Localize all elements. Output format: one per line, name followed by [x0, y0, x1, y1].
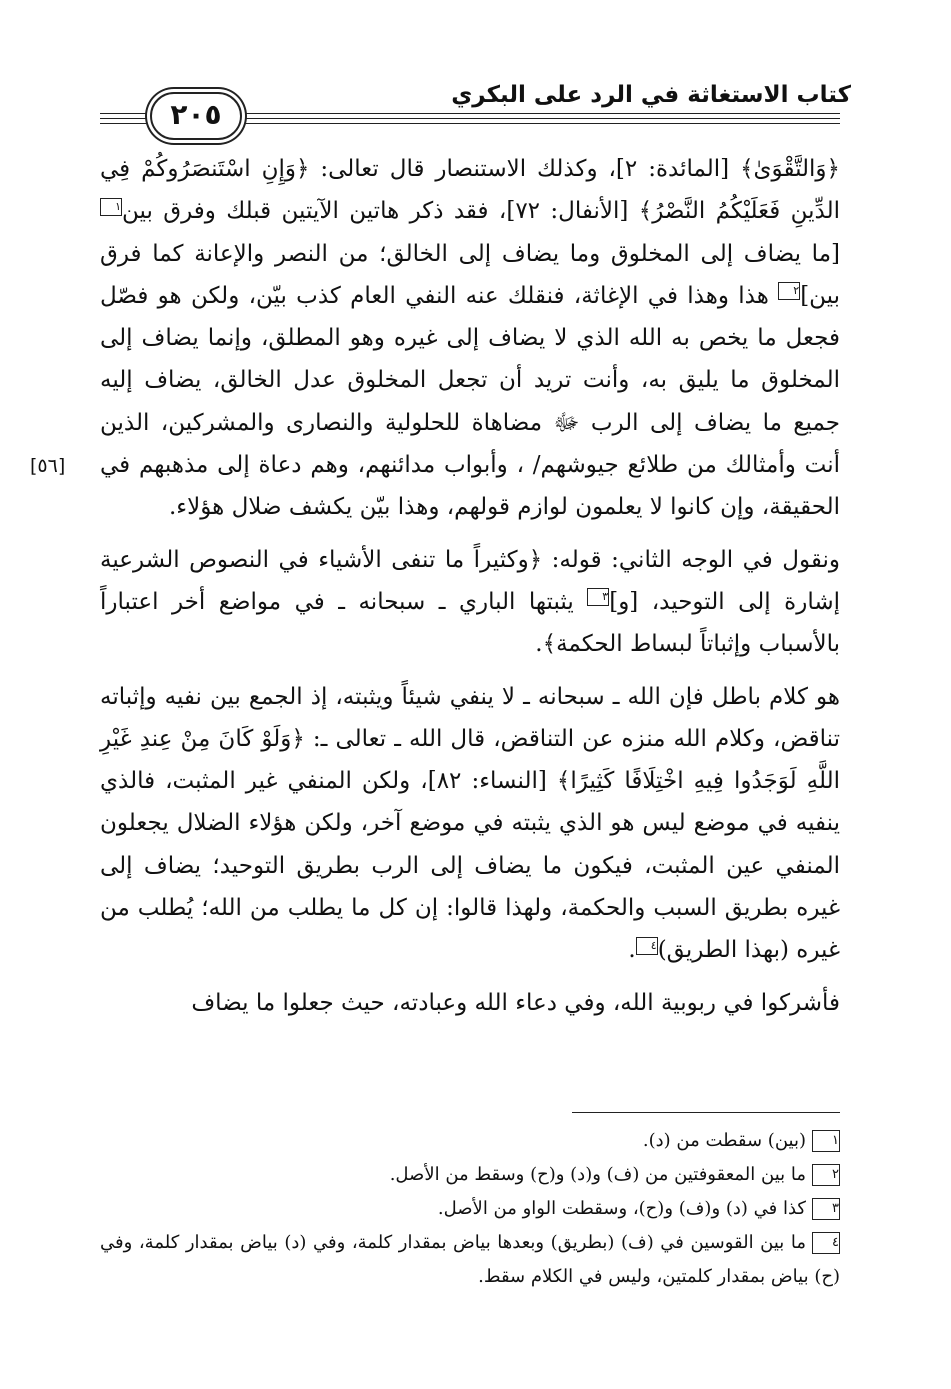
text-segment: ونقول في الوجه الثاني: قوله: ﴿وكثيراً ما تنفى الأشياء في النصوص الشرعية إشارة إلى التوحيد، [و] — [100, 546, 840, 615]
page-header — [0, 0, 951, 140]
paragraph-4 — [100, 982, 840, 1024]
text-segment: ﴿وَالتَّقْوَىٰ﴾ [المائدة: ٢]، وكذلك الاستنصار قال تعالى: ﴿وَإِنِ اسْتَنصَرُوكُمْ فِي الدِّينِ فَعَلَيْكُمُ النَّصْرُ﴾ [الأنفال: ٧٢]، فقد ذكر هاتين الآيتين قبلك وفرق بين — [100, 156, 841, 225]
text-segment: هو كلام باطل فإن الله ـ سبحانه ـ لا ينفي شيئاً ويثبته، إذ الجمع بين نفيه وإثباته تناقض، وكلام الله منزه عن التناقض، قال الله ـ تعالى ـ: ﴿وَلَوْ كَانَ مِنْ عِندِ غَيْرِ اللَّهِ لَوَجَدُوا فِيهِ اخْتِلَافًا كَثِيرًا﴾ [النساء: ٨٢]، ولكن المنفي غير المثبت، فالذي ينفيه في موضع ليس هو الذي يثبته في موضع آخر، ولكن هؤلاء الضلال يجعلون المنفي عين المثبت، فيكون ما يضاف إلى الرب بطريق التوحيد؛ يضاف إلى غيره بطريق السبب والحكمة، ولهذا قالوا: إن كل ما يطلب من الله؛ يُطلب من غيره (بهذا الطريق) — [100, 683, 841, 964]
paragraph-2 — [100, 539, 840, 666]
page-number-badge — [150, 92, 242, 140]
text-segment: يثبتها الباري ـ سبحانه ـ في مواضع أخر اعتباراً بالأسباب وإثباتاً لبساط الحكمة﴾. — [100, 588, 840, 658]
text-segment: . — [628, 937, 636, 964]
footnote-marker[interactable]: ١ — [100, 198, 122, 216]
running-title: كتاب الاستغاثة في الرد على البكري — [451, 82, 851, 108]
manuscript-folio-marker: [٥٦] — [30, 455, 66, 477]
footnote-marker[interactable]: ٣ — [587, 588, 609, 606]
text-segment: [ما يضاف إلى المخلوق وما يضاف إلى الخالق؛ من النصر والإعانة كما فرق بين] — [100, 240, 841, 309]
footnote-number: ١ — [812, 1130, 840, 1152]
footnote-item — [100, 1192, 840, 1226]
paragraph-1 — [100, 148, 840, 529]
footnote-text: (بين) سقطت من (د). — [642, 1130, 806, 1151]
footnote-marker[interactable]: ٢ — [778, 282, 800, 300]
footnote-marker[interactable]: ٤ — [636, 937, 658, 955]
footnote-text: ما بين المعقوفتين من (ف) و(د) و(ح) وسقط من الأصل. — [389, 1164, 806, 1185]
footnote-text: ما بين القوسين في (ف) (بطريق) وبعدها بياض بمقدار كلمة، وفي (د) بياض بمقدار كلمة، وفي (ح) بياض بمقدار كلمتين، وليس في الكلام سقط. — [100, 1232, 840, 1287]
footnote-text: كذا في (د) و(ف) و(ح)، وسقطت الواو من الأصل. — [437, 1198, 806, 1219]
page-number: ٢٠٥ — [170, 98, 222, 131]
footnote-number: ٣ — [812, 1198, 840, 1220]
text-segment: هذا وهذا في الإغاثة، فنقلك عنه النفي العام كذب بيّن، ولكن هو فصّل فجعل ما يخص به الله الذي لا يضاف إلى غيره وهو المطلق، وإنما يضاف إلى المخلوق ما يليق به، وأنت تريد أن تجعل المخلوق عدل الخالق، يضاف إليه جميع ما يضاف إلى الرب ﷻ مضاهاة للحلولية والنصارى والمشركين، الذين أنت وأمثالك من طلائع جيوشهم/ ، وأبواب مدائنهم، وهم دعاة إلى مذهبهم في الحقيقة، وإن كانوا لا يعلمون لوازم قولهم، وهذا بيّن يكشف ضلال هؤلاء. — [100, 282, 840, 521]
footnote-number: ٢ — [812, 1164, 840, 1186]
footnote-number: ٤ — [812, 1232, 840, 1254]
paragraph-3 — [100, 676, 840, 972]
footnote-item — [100, 1226, 840, 1294]
main-text — [100, 148, 840, 1024]
footnote-item — [100, 1158, 840, 1192]
footnotes — [100, 1124, 840, 1294]
text-segment: فأشركوا في ربوبية الله، وفي دعاء الله وعبادته، حيث جعلوا ما يضاف — [191, 989, 840, 1016]
footnote-separator — [572, 1112, 840, 1113]
footnote-item — [100, 1124, 840, 1158]
